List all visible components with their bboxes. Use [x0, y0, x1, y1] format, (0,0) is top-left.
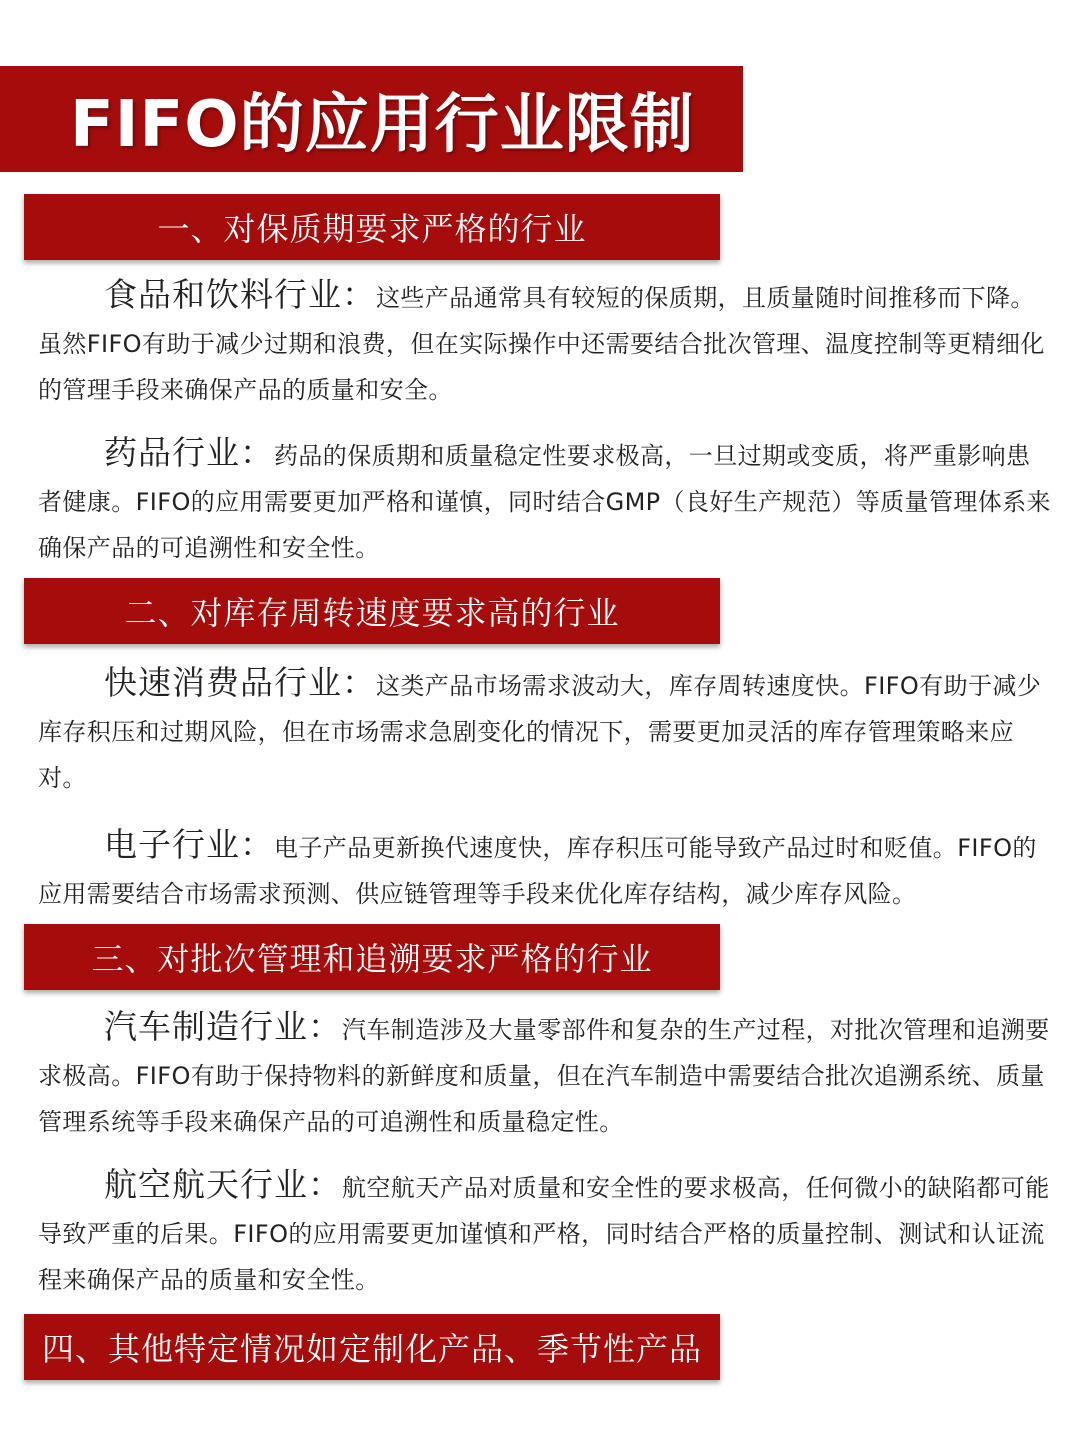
paragraph-lead: 快速消费品行业： [104, 663, 376, 702]
section-header-4-text: 四、其他特定情况如定制化产品、季节性产品 [41, 1330, 702, 1368]
paragraph-food-beverage [38, 272, 1054, 413]
paragraph-lead: 航空航天行业： [104, 1165, 342, 1204]
section-header-3 [24, 924, 720, 990]
paragraph-lead: 食品和饮料行业： [104, 275, 376, 314]
section-header-1 [24, 194, 720, 260]
section-header-3-text: 三、对批次管理和追溯要求严格的行业 [91, 940, 653, 978]
paragraph-body: 这类产品市场需求波动大，库存周转速度快。FIFO有助于减少库存积压和过期风险，但在市场需求急剧变化的情况下，需要更加灵活的库存管理策略来应对。 [38, 672, 1042, 792]
section-header-4 [24, 1314, 720, 1380]
paragraph-fmcg [38, 660, 1054, 801]
paragraph-automotive [38, 1004, 1054, 1145]
section-header-2 [24, 578, 720, 644]
paragraph-body: 电子产品更新换代速度快，库存积压可能导致产品过时和贬值。FIFO的应用需要结合市场需求预测、供应链管理等手段来优化库存结构，减少库存风险。 [38, 834, 1037, 908]
title-banner [0, 66, 743, 172]
paragraph-body: 汽车制造涉及大量零部件和复杂的生产过程，对批次管理和追溯要求极高。FIFO有助于保持物料的新鲜度和质量，但在汽车制造中需要结合批次追溯系统、质量管理系统等手段来确保产品的可追溯性和质量稳定性。 [38, 1016, 1050, 1136]
paragraph-body: 航空航天产品对质量和安全性的要求极高，任何微小的缺陷都可能导致严重的后果。FIFO的应用需要更加谨慎和严格，同时结合严格的质量控制、测试和认证流程来确保产品的质量和安全性。 [38, 1174, 1050, 1294]
section-header-1-text: 一、对保质期要求严格的行业 [157, 210, 587, 248]
paragraph-lead: 电子行业： [104, 825, 274, 864]
paragraph-lead: 药品行业： [104, 433, 274, 472]
section-header-2-text: 二、对库存周转速度要求高的行业 [124, 594, 620, 632]
paragraph-aerospace [38, 1162, 1054, 1303]
paragraph-pharma [38, 430, 1054, 571]
paragraph-body: 这些产品通常具有较短的保质期，且质量随时间推移而下降。虽然FIFO有助于减少过期和浪费，但在实际操作中还需要结合批次管理、温度控制等更精细化的管理手段来确保产品的质量和安全。 [38, 284, 1045, 404]
paragraph-electronics [38, 822, 1054, 917]
paragraph-lead: 汽车制造行业： [104, 1007, 342, 1046]
paragraph-body: 药品的保质期和质量稳定性要求极高，一旦过期或变质，将严重影响患者健康。FIFO的应用需要更加严格和谨慎，同时结合GMP（良好生产规范）等质量管理体系来确保产品的可追溯性和安全性。 [38, 442, 1051, 562]
page-title: FIFO的应用行业限制 [70, 88, 695, 162]
